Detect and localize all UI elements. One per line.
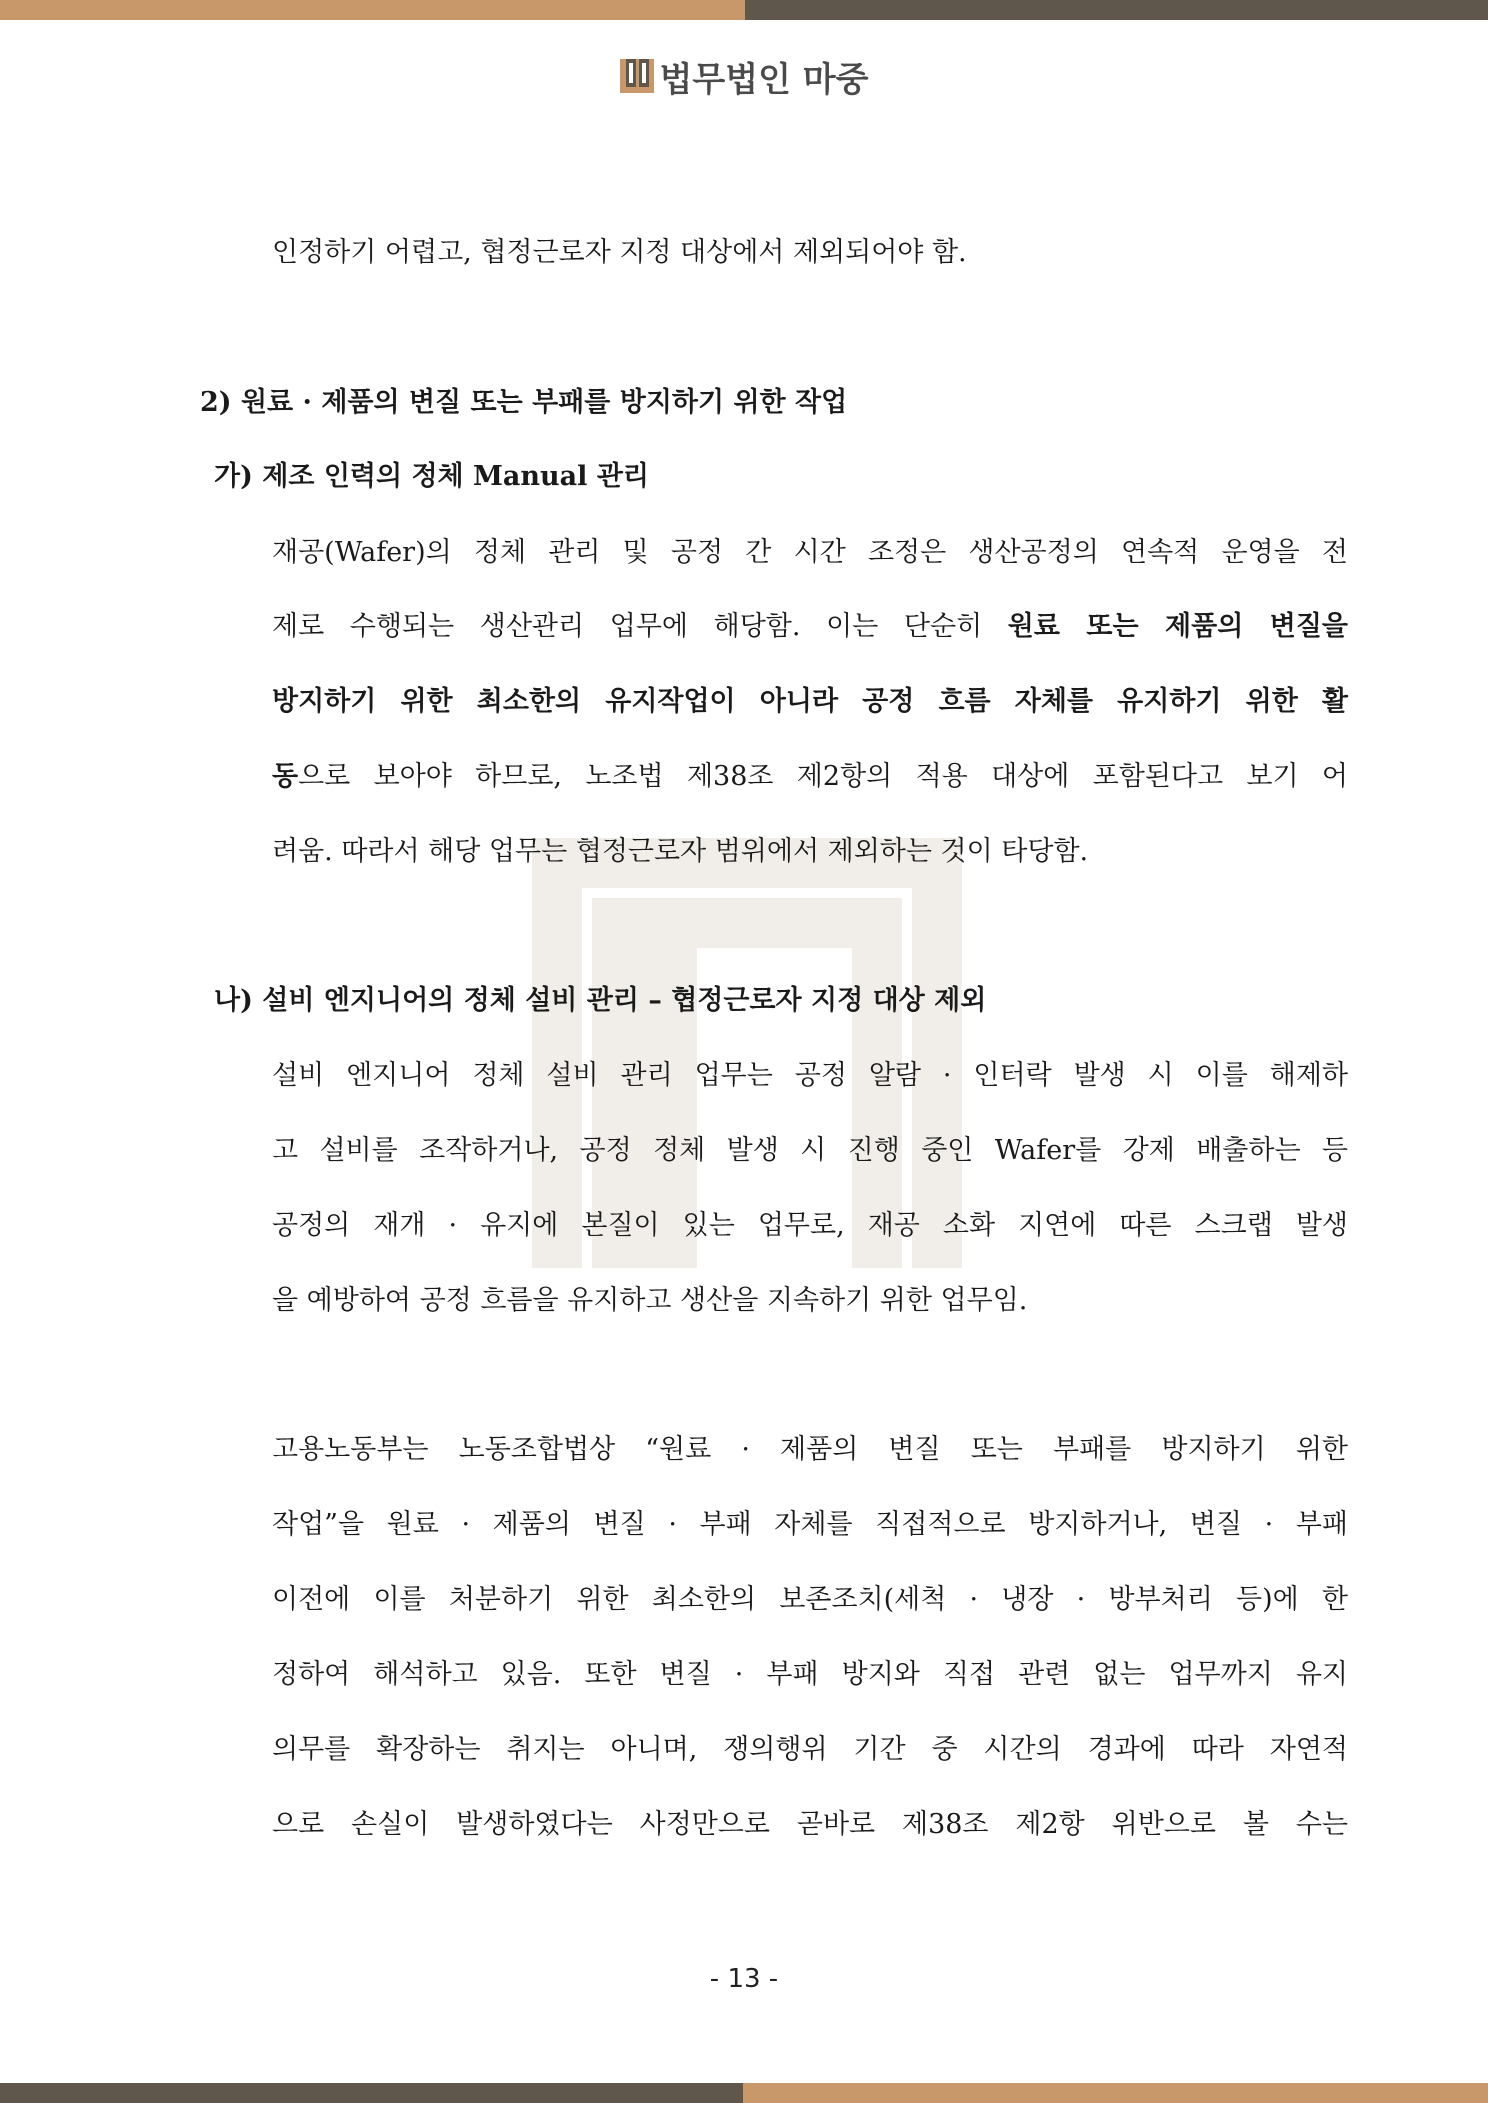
intro-line: 인정하기 어렵고, 협정근로자 지정 대상에서 제외되어야 함. [272,237,967,268]
sub-a-line-3: 방지하기 위한 최소한의 유지작업이 아니라 공정 흐름 자체를 유지하기 위한 활 [272,686,1348,717]
subsection-a-heading: 가) 제조 인력의 정체 Manual 관리 [214,461,649,492]
paragraph-line-6: 으로 손실이 발생하였다는 사정만으로 곧바로 제38조 제2항 위반으로 볼 수는 [272,1809,1348,1840]
sub-a-line-5: 려움. 따라서 해당 업무는 협정근로자 범위에서 제외하는 것이 타당함. [272,836,1089,867]
watermark-logo [532,838,962,1268]
page-number: - 13 - [709,1964,779,1994]
sub-a-line-2 [272,609,1348,645]
sub-a-line-2-plain: 제로 수행되는 생산관리 업무에 해당함. 이는 단순히 [272,611,1008,642]
top-color-bar [0,0,1488,20]
top-bar-dark [745,0,1488,20]
paragraph-line-3: 이전에 이를 처분하기 위한 최소한의 보존조치(세척 · 냉장 · 방부처리 등)에 한 [272,1584,1348,1615]
bottom-color-bar [0,2083,1488,2103]
sub-a-line-4-bold: 동 [272,761,299,792]
bottom-bar-dark [0,2083,743,2103]
sub-b-line-3: 공정의 재개 · 유지에 본질이 있는 업무로, 재공 소화 지연에 따른 스크랩 발생 [272,1210,1348,1241]
sub-b-line-1: 설비 엔지니어 정체 설비 관리 업무는 공정 알람 · 인터락 발생 시 이를 해제하 [272,1060,1348,1091]
paragraph-line-4: 정하여 해석하고 있음. 또한 변질 · 부패 방지와 직접 관련 없는 업무까지 유지 [272,1659,1348,1690]
book-icon [620,57,654,97]
sub-b-line-4: 을 예방하여 공정 흐름을 유지하고 생산을 지속하기 위한 업무임. [272,1285,1028,1316]
section-heading: 2) 원료 · 제품의 변질 또는 부패를 방지하기 위한 작업 [200,387,848,418]
sub-a-line-1: 재공(Wafer)의 정체 관리 및 공정 간 시간 조정은 생산공정의 연속적 운영을 전 [272,537,1348,568]
sub-a-line-4-plain: 으로 보아야 하므로, 노조법 제38조 제2항의 적용 대상에 포함된다고 보기 어 [298,761,1348,792]
bottom-bar-gold [743,2083,1488,2103]
firm-header [0,52,1488,101]
paragraph-line-1: 고용노동부는 노동조합법상 “원료 · 제품의 변질 또는 부패를 방지하기 위한 [272,1434,1348,1465]
subsection-b-heading: 나) 설비 엔지니어의 정체 설비 관리 – 협정근로자 지정 대상 제외 [214,985,987,1016]
sub-a-line-2-bold: 원료 또는 제품의 변질을 [1007,611,1348,642]
sub-a-line-4 [272,759,1348,795]
sub-b-line-2: 고 설비를 조작하거나, 공정 정체 발생 시 진행 중인 Wafer를 강제 배출하는 등 [272,1135,1348,1166]
firm-name: 법무법인 마중 [659,60,869,100]
top-bar-gold [0,0,745,20]
paragraph-line-2: 작업”을 원료 · 제품의 변질 · 부패 자체를 직접적으로 방지하거나, 변질 · 부패 [272,1509,1348,1540]
paragraph-line-5: 의무를 확장하는 취지는 아니며, 쟁의행위 기간 중 시간의 경과에 따라 자연적 [272,1734,1348,1765]
